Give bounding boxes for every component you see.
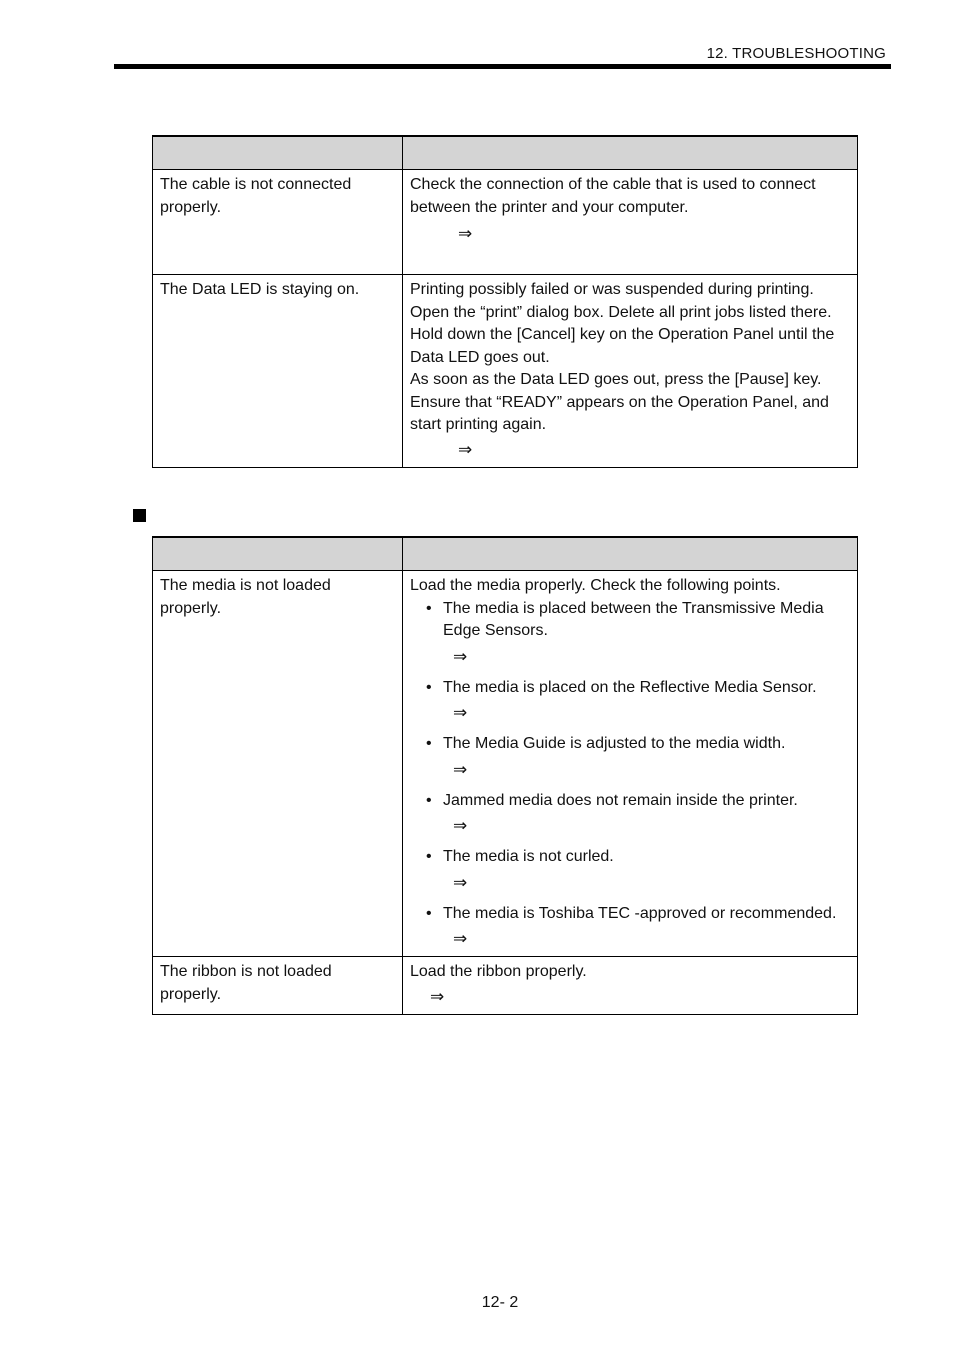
solution-cell: [403, 275, 858, 468]
table-header-row: [153, 136, 858, 170]
solution-cell: [403, 571, 858, 957]
list-item-text: The media is not curled.: [443, 848, 614, 865]
arrow-icon: ⇒: [453, 929, 468, 948]
solution-cell: [403, 957, 858, 1015]
arrow-icon: ⇒: [453, 646, 468, 666]
arrow-icon: ⇒: [453, 872, 468, 892]
troubleshooting-table-1: [152, 135, 858, 468]
arrow-icon: ⇒: [458, 224, 473, 243]
table-header-row: [153, 537, 858, 571]
header-cell-solution: [403, 537, 858, 571]
list-item-text: The Media Guide is adjusted to the media width.: [443, 735, 786, 752]
running-header: 12. TROUBLESHOOTING: [706, 45, 886, 62]
list-item: [410, 903, 850, 951]
solution-cell: [403, 170, 858, 275]
list-item: [410, 733, 850, 781]
troubleshooting-table-2: [152, 536, 858, 1015]
page-number: 12- 2: [481, 1294, 519, 1311]
list-item: [410, 598, 850, 668]
cause-cell: The Data LED is staying on.: [153, 275, 403, 468]
list-item-text: The media is placed on the Reflective Media Sensor.: [443, 678, 817, 696]
table-row: [153, 571, 858, 957]
list-item-text: The media is placed between the Transmissive Media Edge Sensors.: [443, 599, 824, 639]
list-item: [410, 677, 850, 725]
header-cell-cause: [153, 537, 403, 571]
bullet-icon: •: [426, 735, 432, 752]
list-item: [410, 846, 850, 894]
table-row: [153, 957, 858, 1015]
arrow-icon: ⇒: [430, 986, 445, 1006]
checkpoint-list: [410, 598, 850, 951]
list-item-text: The media is Toshiba TEC -approved or recommended.: [443, 904, 837, 922]
solution-text-2: As soon as the Data LED goes out, press the [Pause] key. Ensure that “READY” appears on the Operation Panel, and start printing again.: [410, 371, 829, 433]
list-item: [410, 790, 850, 838]
solution-text: Check the connection of the cable that is used to connect between the printer and your computer.: [410, 176, 816, 216]
cause-cell: The ribbon is not loaded properly.: [153, 957, 403, 1015]
bullet-icon: •: [426, 599, 432, 617]
header-rule: [114, 64, 891, 69]
cause-cell: The media is not loaded properly.: [153, 571, 403, 957]
bullet-icon: •: [426, 904, 432, 922]
arrow-icon: ⇒: [453, 703, 468, 722]
arrow-icon: ⇒: [453, 759, 468, 779]
bullet-icon: •: [426, 848, 432, 865]
solution-text: Load the ribbon properly.: [410, 963, 587, 980]
header-cell-solution: [403, 136, 858, 170]
arrow-icon: ⇒: [453, 816, 468, 835]
bullet-icon: •: [426, 678, 432, 696]
list-item-text: Jammed media does not remain inside the printer.: [443, 791, 798, 809]
cause-cell: The cable is not connected properly.: [153, 170, 403, 275]
solution-text: Printing possibly failed or was suspended during printing. Open the “print” dialog box. Delete all print jobs listed there. Hold down the [Cancel] key on the Operation Panel until the Data LED goes out.: [410, 281, 835, 366]
table-row: [153, 170, 858, 275]
table-row: [153, 275, 858, 468]
section-marker-icon: [133, 509, 146, 522]
arrow-icon: ⇒: [458, 439, 473, 459]
header-cell-cause: [153, 136, 403, 170]
solution-intro: Load the media properly. Check the following points.: [410, 577, 781, 594]
bullet-icon: •: [426, 791, 432, 809]
